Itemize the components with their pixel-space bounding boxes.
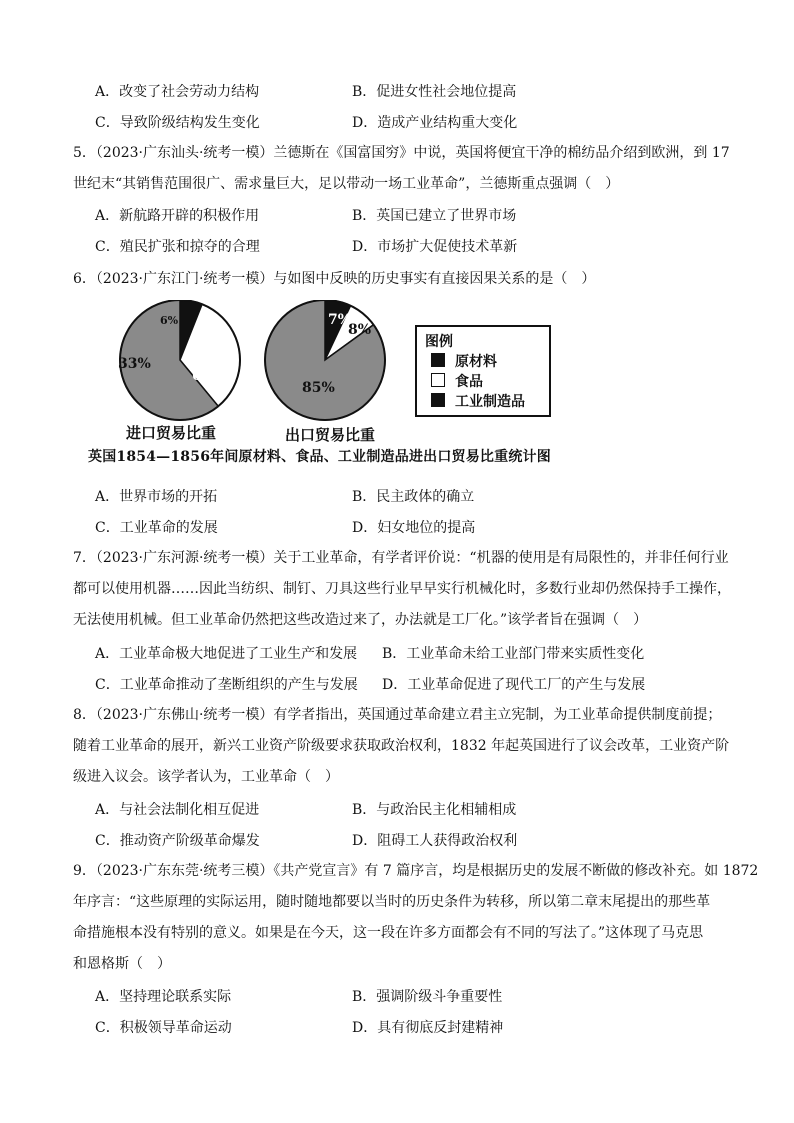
q4-option-d: D．造成产业结构重大变化 [352,115,518,131]
q8-option-d: D．阻碍工人获得政治权利 [352,833,518,849]
q9-option-d: D．具有彻底反封建精神 [352,1020,504,1036]
q5-stem-line: 5．（2023·广东汕头·统考一模）兰德斯在《国富国穷》中说，英国将便宜干净的棉纺品介绍到欧洲，到 17 [73,145,730,161]
q7-option-b: B．工业革命未给工业部门带来实质性变化 [382,646,645,662]
q6-stem: 6．（2023·广东江门·统考一模）与如图中反映的历史事实有直接因果关系的是（ ） [73,271,596,287]
q7-stem-line: 都可以使用机器……因此当纺织、制钉、刀具这些行业早早实行机械化时，多数行业却仍然保持手工操作， [73,581,731,597]
q6-option-c: C．工业革命的发展 [95,520,218,536]
export-caption: 出口贸易比重 [285,426,376,444]
q5-stem-line: 世纪末“其销售范围很广、需求量巨大，足以带动一场工业革命”，兰德斯重点强调（ ） [73,176,620,192]
q5-option-a: A．新航路开辟的积极作用 [95,208,260,224]
figure-caption: 英国1854—1856年间原材料、食品、工业制造品进出口贸易比重统计图 [88,449,551,465]
q7-option-d: D．工业革命促进了现代工厂的产生与发展 [382,677,646,693]
q8-option-b: B．与政治民主化相辅相成 [352,802,517,818]
q6-option-d: D．妇女地位的提高 [352,520,476,536]
q9-stem-line: 年序言：“这些原理的实际运用，随时随地都要以当时的历史条件为转移，所以第二章末尾提出的那些革 [73,894,711,910]
q9-stem-line: 和恩格斯（ ） [73,956,171,972]
q5-option-c: C．殖民扩张和掠夺的合理 [95,239,260,255]
q9-option-c: C．积极领导革命运动 [95,1020,232,1036]
q5-stem [73,138,730,200]
q7-option-a: A．工业革命极大地促进了工业生产和发展 [95,646,358,662]
q9-stem-line: 命措施根本没有特别的意义。如果是在今天，这一段在许多方面都会有不同的写法了。”这体现了马克思 [73,925,704,941]
q7-stem-line: 7．（2023·广东河源·统考一模）关于工业革命，有学者评价说：“机器的使用是有局限性的，并非任何行业 [73,550,729,566]
export-label-7: 7% [328,312,352,328]
legend-swatch-dark-icon [431,393,445,407]
trade-figure [100,300,660,470]
pie-charts [100,300,660,470]
q6-option-a: A．世界市场的开拓 [95,489,218,505]
import-caption: 进口贸易比重 [126,424,217,442]
q9-option-a: A．坚持理论联系实际 [95,989,232,1005]
legend-swatch-white-icon [431,373,445,387]
q5-option-b: B．英国已建立了世界市场 [352,208,517,224]
q4-option-b: B．促进女性社会地位提高 [352,84,517,100]
q4-option-c: C．导致阶级结构发生变化 [95,115,260,131]
q6-option-b: B．民主政体的确立 [352,489,475,505]
import-label-6: 6% [160,314,179,327]
import-label-61: 61% [192,368,225,384]
legend-swatch-dark-icon [431,353,445,367]
q7-stem [73,543,731,636]
q8-stem [73,700,730,793]
q7-stem-line: 无法使用机械。但工业革命仍然把这些改造过来了，办法就是工厂化。”该学者旨在强调（ ） [73,612,648,628]
q9-stem [73,856,759,980]
export-label-85: 85% [302,380,335,396]
q8-stem-line: 随着工业革命的展开，新兴工业资产阶级要求获取政治权利，1832 年起英国进行了议会改革，工业资产阶 [73,738,730,754]
q8-stem-line: 8．（2023·广东佛山·统考一模）有学者指出，英国通过革命建立君主立宪制，为工业革命提供制度前提； [73,707,722,723]
chart-legend [415,325,551,417]
export-label-8: 8% [348,322,372,338]
q8-stem-line: 级进入议会。该学者认为，工业革命（ ） [73,769,339,785]
q9-option-b: B．强调阶级斗争重要性 [352,989,503,1005]
q5-option-d: D．市场扩大促使技术革新 [352,239,518,255]
q9-stem-line: 9．（2023·广东东莞·统考三模）《共产党宣言》有 7 篇序言，均是根据历史的发展不断做的修改补充。如 1872 [73,863,759,879]
legend-item-manufactured-goods: 工业制造品 [431,391,525,411]
export-pie [265,300,385,420]
q7-option-c: C．工业革命推动了垄断组织的产生与发展 [95,677,358,693]
q8-option-c: C．推动资产阶级革命爆发 [95,833,260,849]
import-label-33: 33% [118,356,151,372]
legend-item-food: 食品 [431,371,483,391]
legend-title: 图例 [425,334,453,350]
q8-option-a: A．与社会法制化相互促进 [95,802,260,818]
q4-option-a: A．改变了社会劳动力结构 [95,84,260,100]
legend-item-raw-materials: 原材料 [431,351,497,371]
